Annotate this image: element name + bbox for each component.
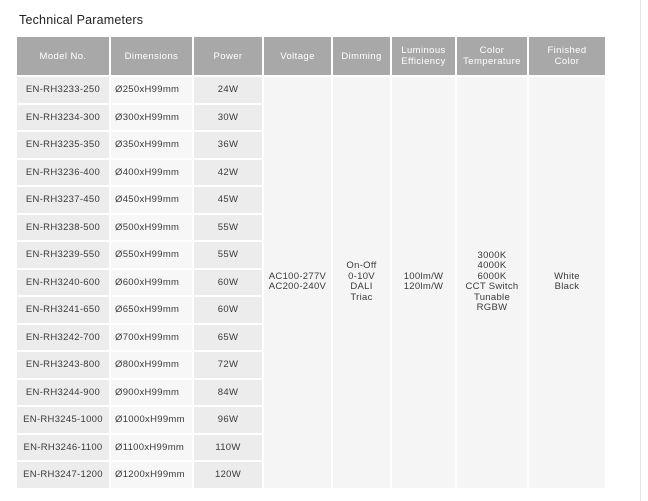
power-cell: 72W (194, 352, 262, 378)
header-color-temperature: Color Temperature (457, 37, 527, 75)
model-number-cell: EN-RH3247-1200 (17, 462, 109, 488)
luminous-efficiency-cell-line: 100lm/W (403, 270, 444, 282)
header-luminous-efficiency: Luminous Efficiency (392, 37, 455, 75)
dimming-cell-line: DALI (350, 281, 373, 293)
color-temperature-cell-line: 4000K (477, 260, 507, 272)
model-number-cell: EN-RH3244-900 (17, 380, 109, 406)
dimensions-cell: Ø800xH99mm (111, 352, 192, 378)
dimensions-cell: Ø900xH99mm (111, 380, 192, 406)
header-model: Model No. (17, 37, 109, 75)
color-temperature-cell-line: CCT Switch (465, 281, 519, 293)
header-voltage: Voltage (264, 37, 331, 75)
header-dimming: Dimming (333, 37, 390, 75)
model-number-cell: EN-RH3238-500 (17, 215, 109, 241)
dimensions-cell: Ø1200xH99mm (111, 462, 192, 488)
header-power: Power (194, 37, 262, 75)
dimensions-cell: Ø350xH99mm (111, 132, 192, 158)
finished-color-cell (529, 77, 605, 488)
power-cell: 45W (194, 187, 262, 213)
color-temperature-cell-line: 3000K (477, 249, 507, 261)
power-cell: 24W (194, 77, 262, 103)
power-cell: 55W (194, 215, 262, 241)
dimensions-cell: Ø700xH99mm (111, 325, 192, 351)
color-temperature-cell (457, 77, 527, 488)
header-dimensions: Dimensions (111, 37, 192, 75)
model-number-cell: EN-RH3243-800 (17, 352, 109, 378)
dimensions-cell: Ø300xH99mm (111, 105, 192, 131)
dimensions-cell: Ø600xH99mm (111, 270, 192, 296)
model-number-cell: EN-RH3235-350 (17, 132, 109, 158)
dimensions-cell: Ø550xH99mm (111, 242, 192, 268)
model-number-cell: EN-RH3241-650 (17, 297, 109, 323)
dimensions-cell: Ø1100xH99mm (111, 435, 192, 461)
color-temperature-cell-line: RGBW (476, 302, 508, 314)
power-cell: 65W (194, 325, 262, 351)
model-number-cell: EN-RH3240-600 (17, 270, 109, 296)
power-cell: 36W (194, 132, 262, 158)
dimensions-cell: Ø1000xH99mm (111, 407, 192, 433)
dimensions-cell: Ø450xH99mm (111, 187, 192, 213)
model-number-cell: EN-RH3246-1100 (17, 435, 109, 461)
color-temperature-cell-line: 6000K (477, 270, 507, 282)
dimensions-cell: Ø400xH99mm (111, 160, 192, 186)
model-number-cell: EN-RH3234-300 (17, 105, 109, 131)
technical-parameters-table (15, 35, 607, 490)
dimming-cell-line: 0-10V (348, 270, 375, 282)
voltage-cell-line: AC200-240V (268, 281, 327, 293)
model-number-cell: EN-RH3236-400 (17, 160, 109, 186)
luminous-efficiency-cell (392, 77, 455, 488)
voltage-cell-line: AC100-277V (268, 270, 327, 282)
power-cell: 84W (194, 380, 262, 406)
header-finished-color: Finished Color (529, 37, 605, 75)
luminous-efficiency-cell-line: 120lm/W (403, 281, 444, 293)
model-number-cell: EN-RH3233-250 (17, 77, 109, 103)
voltage-cell (264, 77, 331, 488)
dimensions-cell: Ø650xH99mm (111, 297, 192, 323)
dimensions-cell: Ø250xH99mm (111, 77, 192, 103)
power-cell: 96W (194, 407, 262, 433)
model-number-cell: EN-RH3237-450 (17, 187, 109, 213)
color-temperature-cell-line: Tunable (473, 291, 511, 303)
dimming-cell-line: On-Off (346, 260, 377, 272)
section-title: Technical Parameters (19, 13, 144, 27)
table-header-row (17, 37, 605, 75)
power-cell: 60W (194, 270, 262, 296)
power-cell: 60W (194, 297, 262, 323)
power-cell: 120W (194, 462, 262, 488)
model-number-cell: EN-RH3242-700 (17, 325, 109, 351)
page-edge-divider (640, 0, 641, 501)
power-cell: 110W (194, 435, 262, 461)
dimming-cell-line: Triac (350, 291, 373, 303)
model-number-cell: EN-RH3239-550 (17, 242, 109, 268)
dimensions-cell: Ø500xH99mm (111, 215, 192, 241)
finished-color-cell-line: Black (554, 281, 580, 293)
power-cell: 42W (194, 160, 262, 186)
power-cell: 55W (194, 242, 262, 268)
dimming-cell (333, 77, 390, 488)
finished-color-cell-line: White (554, 270, 580, 282)
power-cell: 30W (194, 105, 262, 131)
table-row (17, 77, 605, 103)
model-number-cell: EN-RH3245-1000 (17, 407, 109, 433)
